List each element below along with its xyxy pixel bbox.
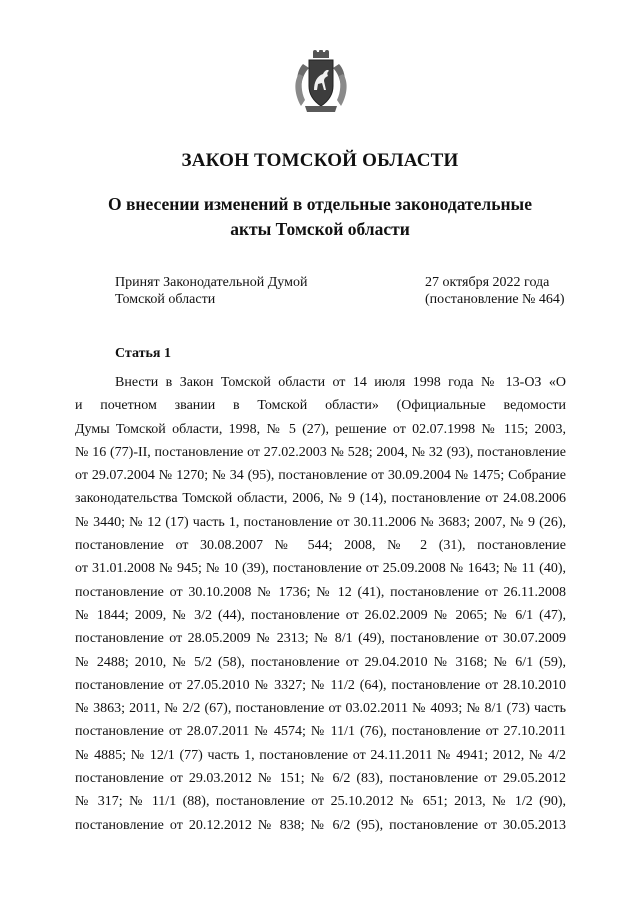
adopted-by-line-2: Томской области bbox=[115, 292, 216, 307]
body-line: № 2488; 2010, № 5/2 (58), постановление от 29.04.2010 № 3168; № 6/1 (59), bbox=[75, 654, 566, 670]
body-line: № 3440; № 12 (17) часть 1, постановление от 30.11.2006 № 3683; 2007, № 9 (26), bbox=[75, 514, 566, 530]
law-subtitle bbox=[60, 192, 580, 242]
body-line: № 3863; 2011, № 2/2 (67), постановление от 03.02.2011 № 4093; № 8/1 (73) часть bbox=[75, 701, 566, 717]
body-line: постановление от 29.03.2012 № 151; № 6/2 (83), постановление от 29.05.2012 bbox=[75, 771, 566, 787]
body-line: от 29.07.2004 № 1270; № 34 (95), постановление от 30.09.2004 № 1475; Собрание bbox=[75, 468, 566, 484]
body-line: Думы Томской области, 1998, № 5 (27), решение от 02.07.1998 № 115; 2003, bbox=[75, 421, 566, 437]
body-line: Внести в Закон Томской области от 14 июля 1998 года № 13-ОЗ «О bbox=[115, 375, 566, 390]
adopted-resolution: (постановление № 464) bbox=[425, 292, 565, 307]
tomsk-oblast-coat-of-arms-icon bbox=[293, 50, 349, 116]
adoption-info bbox=[115, 274, 565, 308]
body-line: № 16 (77)-II, постановление от 27.02.2003 № 528; 2004, № 32 (93), постановление bbox=[75, 444, 566, 460]
body-line: № 1844; 2009, № 3/2 (44), постановление от 26.02.2009 № 2065; № 6/1 (47), bbox=[75, 607, 566, 623]
body-line: законодательства Томской области, 2006, № 9 (14), постановление от 24.08.2006 bbox=[75, 491, 566, 507]
body-line: постановление от 28.05.2009 № 2313; № 8/1 (49), постановление от 30.07.2009 bbox=[75, 631, 566, 647]
article-heading: Статья 1 bbox=[115, 346, 171, 361]
body-line: постановление от 28.07.2011 № 4574; № 11/1 (76), постановление от 27.10.2011 bbox=[75, 724, 566, 740]
law-subtitle-line-1: О внесении изменений в отдельные законодательные bbox=[107, 194, 532, 214]
body-line: постановление от 20.12.2012 № 838; № 6/2 (95), постановление от 30.05.2013 bbox=[75, 817, 566, 833]
law-title: ЗАКОН ТОМСКОЙ ОБЛАСТИ bbox=[181, 150, 459, 171]
body-line: и почетном звании в Томской области» (Официальные ведомости bbox=[75, 398, 566, 414]
body-line: № 4885; № 12/1 (77) часть 1, постановление от 24.11.2011 № 4941; 2012, № 4/2 bbox=[75, 747, 566, 763]
body-line: от 31.01.2008 № 945; № 10 (39), постановление от 25.09.2008 № 1643; № 11 (40), bbox=[75, 561, 566, 577]
law-subtitle-line-2: акты Томской области bbox=[230, 219, 410, 239]
article-body bbox=[75, 371, 566, 837]
adopted-by-line-1: Принят Законодательной Думой bbox=[115, 275, 308, 290]
adopted-date: 27 октября 2022 года bbox=[425, 275, 550, 290]
body-line: постановление от 27.05.2010 № 3327; № 11/2 (64), постановление от 28.10.2010 bbox=[75, 677, 566, 693]
body-line: постановление от 30.10.2008 № 1736; № 12 (41), постановление от 26.11.2008 bbox=[75, 584, 566, 600]
body-line: № 317; № 11/1 (88), постановление от 25.10.2012 № 651; 2013, № 1/2 (90), bbox=[75, 794, 566, 810]
body-line: постановление от 30.08.2007 № 544; 2008, № 2 (31), постановление bbox=[75, 538, 566, 554]
